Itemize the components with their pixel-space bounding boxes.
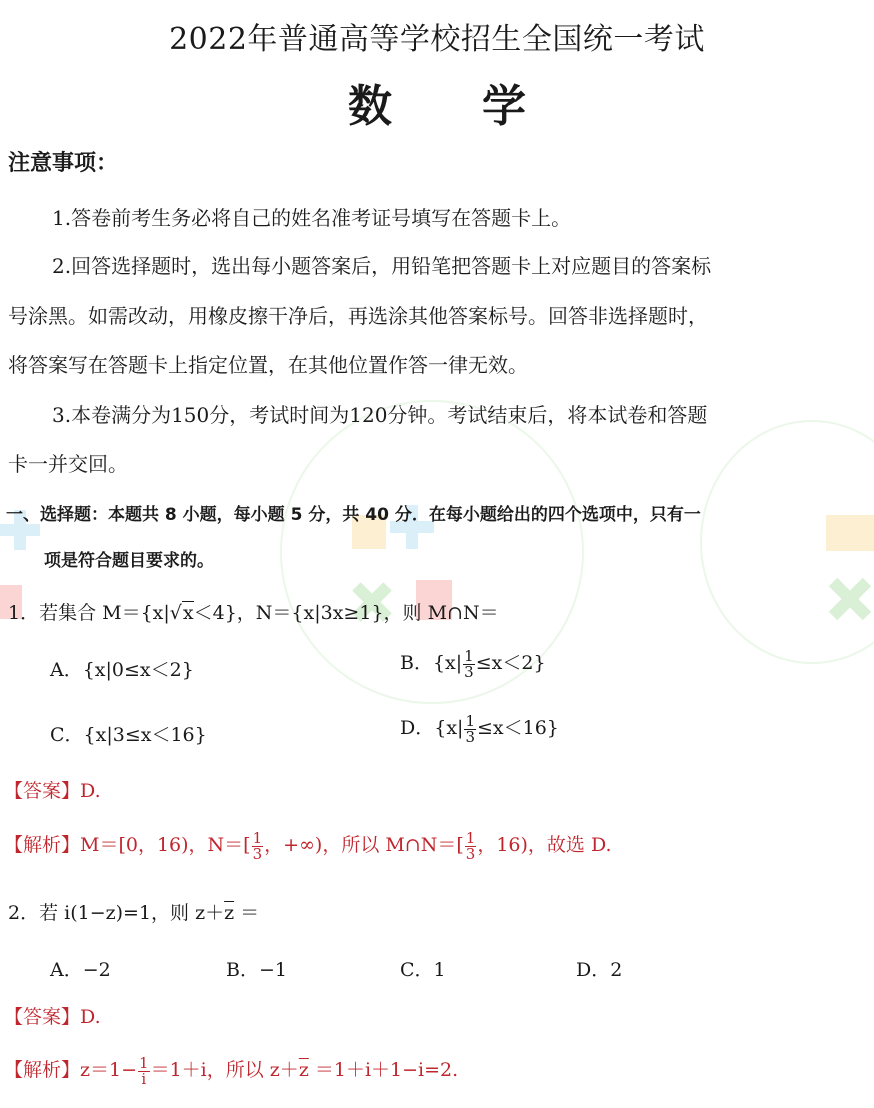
q1-sqrt-arg: x (182, 602, 194, 624)
answer-value: D. (80, 780, 101, 802)
subject-char-1: 数 (348, 81, 392, 132)
q1-option-c: C．{x|3≤x＜16} (50, 724, 207, 746)
answer-tag: 【答案】 (4, 780, 81, 802)
notice-item-2-line-1: 2.回答选择题时，选出每小题答案后，用铅笔把答题卡上对应题目的答案标 (52, 254, 712, 278)
answer-value: D. (80, 1006, 101, 1028)
section-heading-line-1: 一、选择题：本题共 8 小题，每小题 5 分，共 40 分．在每小题给出的四个选项中，只有一 (6, 505, 701, 525)
q1-option-d (400, 713, 559, 745)
q1-answer (4, 776, 101, 803)
q2-analysis-part-b: ＝1＋i，所以 z＋ (150, 1059, 299, 1081)
q1-analysis-part-c: ，16)，故选 D. (477, 834, 612, 856)
q2-stem-conjugate: $\overline{z}$ (224, 902, 235, 924)
question-1-stem: 1．若集合 M＝{x|√x＜4}，N＝{x|3x≥1}，则 M∩N＝ (8, 602, 499, 624)
exam-title: 2022年普通高等学校招生全国统一考试 (169, 22, 705, 57)
section-heading-line-2: 项是符合题目要求的。 (44, 551, 214, 571)
subject-title (0, 70, 874, 134)
q1-analysis (4, 830, 612, 862)
q1-stem-part-b: ＜4}，N＝{x|3x≥1}，则 M∩N＝ (193, 602, 499, 624)
q1-analysis-fraction-2: $\frac{1}{3}$ (465, 828, 476, 863)
q2-option-b: B．−1 (226, 959, 287, 981)
q2-analysis-part-a: z＝1− (80, 1059, 138, 1081)
q2-analysis (4, 1055, 458, 1087)
notice-item-3-line-2: 卡一并交回。 (8, 452, 128, 476)
q2-analysis-fraction: $\frac{1}{i}$ (139, 1053, 149, 1088)
q1-stem-part-a: 1．若集合 M＝{x| (8, 602, 170, 624)
q1-option-d-post: ≤x＜16} (477, 717, 559, 739)
q1-option-b-post: ≤x＜2} (475, 652, 546, 674)
notice-item-1: 1.答卷前考生务必将自己的姓名准考证号填写在答题卡上。 (52, 206, 572, 230)
analysis-tag: 【解析】 (4, 834, 81, 856)
q1-option-b-fraction: $\frac{1}{3}$ (464, 646, 474, 681)
notice-item-3-line-1: 3.本卷满分为150分，考试时间为120分钟。考试结束后，将本试卷和答题 (52, 403, 708, 427)
q2-option-d: D．2 (576, 959, 623, 981)
q2-analysis-part-c: ＝1＋i＋1−i=2. (308, 1059, 459, 1081)
notice-item-2-line-2: 号涂黑。如需改动，用橡皮擦干净后，再选涂其他答案标号。回答非选择题时， (8, 304, 708, 328)
q1-option-b (400, 648, 546, 680)
subject-char-2: 学 (482, 81, 526, 132)
q1-option-a: A．{x|0≤x＜2} (50, 659, 194, 681)
q1-option-d-pre: D．{x| (400, 717, 464, 739)
question-2-stem (8, 898, 259, 925)
answer-tag: 【答案】 (4, 1006, 81, 1028)
q1-analysis-fraction-1: $\frac{1}{3}$ (252, 828, 263, 863)
notice-heading: 注意事项： (8, 151, 119, 176)
q1-analysis-part-a: M＝[0，16)，N＝[ (80, 834, 251, 856)
q1-option-d-fraction: $\frac{1}{3}$ (465, 711, 475, 746)
notice-item-2-line-3: 将答案写在答题卡上指定位置，在其他位置作答一律无效。 (8, 353, 528, 377)
q1-option-b-pre: B．{x| (400, 652, 463, 674)
watermark-circle-2 (700, 420, 874, 664)
q2-option-c: C．1 (400, 959, 446, 981)
q2-option-a: A．−2 (50, 959, 111, 981)
q1-analysis-part-b: ，+∞)，所以 M∩N＝[ (264, 834, 464, 856)
q2-stem-part-a: 2．若 i(1−z)=1，则 z＋ (8, 902, 225, 924)
q2-analysis-conjugate: $\overline{z}$ (298, 1059, 309, 1081)
analysis-tag: 【解析】 (4, 1059, 81, 1081)
q2-stem-part-b: ＝ (234, 902, 260, 924)
q2-answer (4, 1002, 101, 1029)
